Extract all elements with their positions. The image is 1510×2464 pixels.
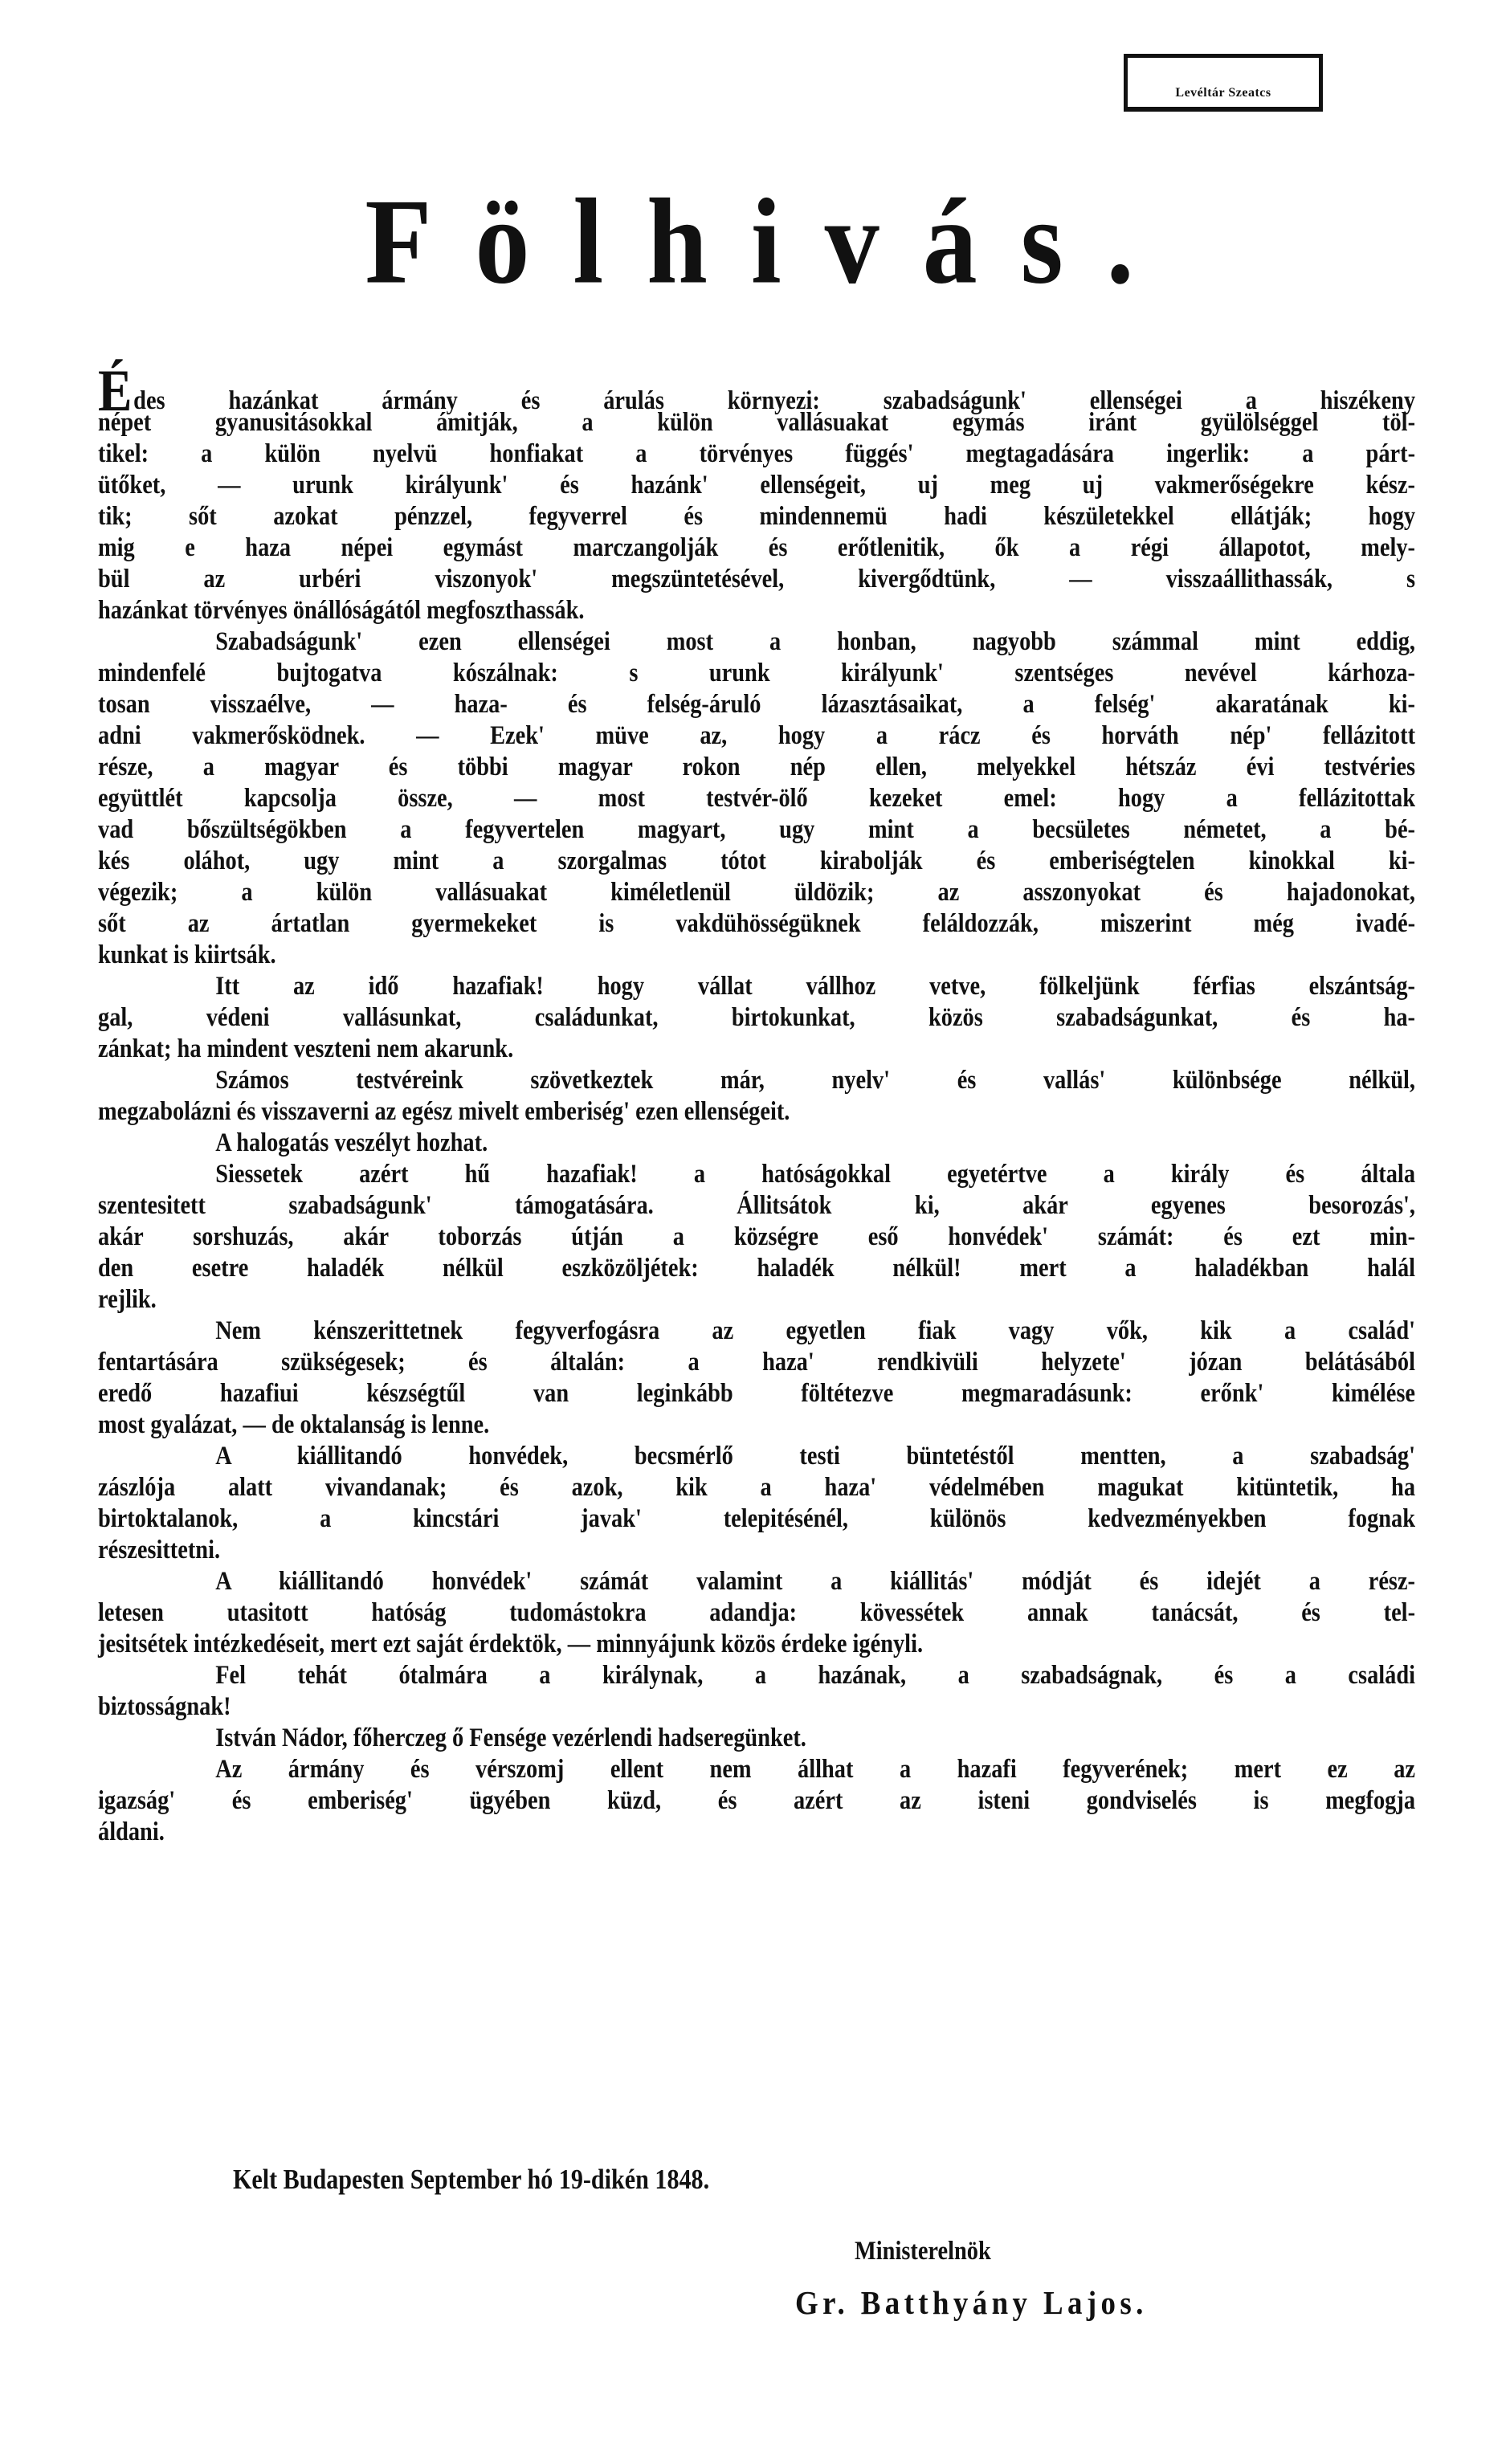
- text-line-content: részesittetni.: [98, 1536, 221, 1564]
- text-line: [98, 720, 1415, 752]
- paragraph: [98, 1159, 1415, 1316]
- text-line: [98, 940, 1415, 971]
- text-line-content: István Nádor, főherczeg ő Fensége vezérlendi hadseregünket.: [215, 1724, 806, 1752]
- text-line: [98, 1785, 1415, 1817]
- text-line: [98, 1284, 1415, 1316]
- paragraph: [98, 358, 1416, 626]
- text-line: [98, 407, 1415, 439]
- text-line: [98, 595, 1415, 626]
- text-line-content: birtoktalanok, a kincstári javak' telepitésénél, különös kedvezményekben fognak: [98, 1504, 1416, 1533]
- text-line-content: végezik; a külön vallásuakat kiméletlenül üldözik; az asszonyokat és hajadonokat,: [98, 878, 1416, 907]
- text-line: [98, 689, 1415, 720]
- text-line-content: fentartására szükségesek; és általán: a haza' rendkivüli helyzete' józan belátásából: [98, 1348, 1416, 1377]
- text-line-content: rejlik.: [98, 1285, 157, 1314]
- text-line-content: igazság' és emberiség' ügyében küzd, és azért az isteni gondviselés is megfogja: [98, 1786, 1416, 1815]
- text-line-content: zánkat; ha mindent veszteni nem akarunk.: [98, 1034, 514, 1063]
- text-line: [98, 1472, 1415, 1503]
- signatory-name: Gr. Batthyány Lajos.: [795, 2284, 1148, 2321]
- text-line-content: szentesitett szabadságunk' támogatására. Állitsátok ki, akár egyenes besorozás',: [98, 1191, 1416, 1220]
- text-line: [98, 908, 1415, 940]
- text-line-content: eredő hazafiui készségtűl van leginkább föltétezve megmaradásunk: erőnk' kimélése: [98, 1379, 1416, 1408]
- text-line: [98, 1723, 1415, 1754]
- text-line-content: Siessetek azért hű hazafiak! a hatóságokkal egyetértve a király és általa: [215, 1160, 1416, 1189]
- text-line: [98, 1441, 1415, 1472]
- paragraph: [98, 971, 1415, 1065]
- text-line-content: bül az urbéri viszonyok' megszüntetésével, kivergődtünk, — visszaállithassák, s: [98, 565, 1416, 594]
- text-line-content: megzabolázni és visszaverni az egész mivelt emberiség' ezen ellenségeit.: [98, 1097, 790, 1126]
- text-line-content: adni vakmerősködnek. — Ezek' müve az, hogy a rácz és horváth nép' fellázitott: [98, 721, 1416, 750]
- paragraph: [98, 1065, 1415, 1128]
- text-line: [98, 783, 1415, 814]
- paragraph: [98, 1754, 1415, 1848]
- text-line: [98, 658, 1415, 689]
- signatory-office: Ministerelnök: [855, 2237, 991, 2266]
- text-line: [98, 1629, 1415, 1660]
- text-line: [98, 1190, 1415, 1222]
- text-line: [98, 1222, 1415, 1253]
- text-line: [98, 532, 1415, 564]
- text-line: [98, 501, 1415, 532]
- paragraph: [98, 1128, 1415, 1159]
- text-line: [98, 1065, 1415, 1096]
- text-line: [98, 439, 1415, 470]
- text-line-content: része, a magyar és többi magyar rokon nép ellen, melyekkel hétszáz évi testvéries: [98, 753, 1416, 781]
- text-line-content: Számos testvéreink szövetkeztek már, nyelv' és vallás' különbsége nélkül,: [215, 1066, 1416, 1095]
- text-line: [98, 1409, 1415, 1441]
- text-line: [98, 1034, 1415, 1065]
- paragraph: [98, 1660, 1415, 1723]
- text-line: [98, 1691, 1415, 1723]
- document-body: [98, 358, 1416, 1848]
- drop-cap: É: [98, 358, 133, 424]
- text-line: [98, 1503, 1415, 1535]
- text-line: [98, 1817, 1415, 1848]
- text-line-content: mindenfelé bujtogatva kószálnak: s urunk királyunk' szentséges nevével kárhoza-: [98, 659, 1416, 687]
- text-line-content: A kiállitandó honvédek' számát valamint a kiállitás' módját és idejét a rész-: [215, 1567, 1416, 1596]
- text-line-content: Szabadságunk' ezen ellenségei most a honban, nagyobb számmal mint eddig,: [215, 627, 1416, 656]
- text-line: [98, 877, 1415, 908]
- text-line-content: A kiállitandó honvédek, becsmérlő testi büntetéstől mentten, a szabadság': [215, 1442, 1416, 1471]
- text-line-content: sőt az ártatlan gyermekeket is vakdühösségüknek feláldozzák, miszerint még ivadé-: [98, 909, 1416, 938]
- paragraph: [98, 1441, 1415, 1566]
- text-line-content: den esetre haladék nélkül eszközöljétek: haladék nélkül! mert a haladékban halál: [98, 1254, 1416, 1283]
- archive-stamp-text: Levéltár Szeatcs: [1175, 86, 1271, 100]
- text-line-content: most gyalázat, — de oktalanság is lenne.: [98, 1410, 490, 1439]
- text-line: [98, 1096, 1415, 1128]
- text-line-content: Az ármány és vérszomj ellent nem állhat a hazafi fegyverének; mert ez az: [215, 1755, 1416, 1784]
- text-line-content: tosan visszaélve, — haza- és felség-áruló lázasztásaikat, a felség' akaratának ki-: [98, 690, 1416, 719]
- text-line-content: kés oláhot, ugy mint a szorgalmas tótot kirabolják és emberiségtelen kinokkal ki-: [98, 846, 1416, 875]
- text-line: [98, 1754, 1415, 1785]
- text-line: [98, 814, 1415, 846]
- text-line: [98, 971, 1415, 1002]
- text-line: [98, 1159, 1415, 1190]
- text-line-content: együttlét kapcsolja össze, — most testvér-ölő kezeket emel: hogy a fellázitottak: [98, 784, 1416, 813]
- text-line: [98, 626, 1415, 658]
- text-line: [98, 1378, 1415, 1409]
- text-line: [98, 1128, 1415, 1159]
- text-line-content: akár sorshuzás, akár toborzás útján a községre eső honvédek' számát: és ezt min-: [98, 1222, 1416, 1251]
- text-line-content: des hazánkat ármány és árulás környezi: szabadságunk' ellenségei a hiszékeny: [133, 386, 1416, 415]
- text-line-content: jesitsétek intézkedéseit, mert ezt saját érdektök, — minnyájunk közös érdeke igényli.: [98, 1630, 924, 1658]
- text-line-content: hazánkat törvényes önállóságától megfoszthassák.: [98, 596, 585, 625]
- text-line-content: ütőket, — urunk királyunk' és hazánk' ellenségeit, uj meg uj vakmerőségekre kész-: [98, 471, 1416, 500]
- text-line-content: népet gyanusitásokkal ámitják, a külön vallásuakat egymás iránt gyülölséggel töl-: [98, 408, 1416, 437]
- text-line: [98, 1535, 1415, 1566]
- text-line: [98, 846, 1415, 877]
- paragraph: [98, 1723, 1415, 1754]
- text-line: [98, 1002, 1415, 1034]
- text-line-content: tikel: a külön nyelvü honfiakat a törvényes függés' megtagadására ingerlik: a párt-: [98, 439, 1416, 468]
- document-title: Fölhivás.: [365, 174, 1177, 310]
- date-line: Kelt Budapesten September hó 19-dikén 1848.: [233, 2164, 710, 2195]
- text-line-content: gal, védeni vallásunkat, családunkat, birtokunkat, közös szabadságunkat, és ha-: [98, 1003, 1416, 1032]
- text-line: [98, 1316, 1415, 1347]
- text-line-content: Nem kénszerittetnek fegyverfogásra az egyetlen fiak vagy vők, kik a család': [215, 1316, 1416, 1345]
- text-line-content: vad bőszültségökben a fegyvertelen magyart, ugy mint a becsületes németet, a bé-: [98, 815, 1416, 844]
- text-line: [98, 1597, 1415, 1629]
- text-line-content: biztosságnak!: [98, 1692, 231, 1721]
- text-line-content: Itt az idő hazafiak! hogy vállat vállhoz vetve, fölkeljünk férfias elszántság-: [215, 972, 1416, 1001]
- text-line: [98, 470, 1415, 501]
- text-line: [98, 1347, 1415, 1378]
- paragraph: [98, 626, 1415, 971]
- text-line-content: zászlója alatt vivandanak; és azok, kik a haza' védelmében magukat kitüntetik, ha: [98, 1473, 1416, 1502]
- paragraph: [98, 1316, 1415, 1441]
- paragraph: [98, 1566, 1415, 1660]
- text-line: [98, 1253, 1415, 1284]
- text-line-content: A halogatás veszélyt hozhat.: [215, 1128, 488, 1157]
- text-line-content: áldani.: [98, 1817, 165, 1846]
- archive-stamp: [1124, 54, 1323, 112]
- text-line-content: Fel tehát ótalmára a királynak, a hazának, a szabadságnak, és a családi: [215, 1661, 1416, 1690]
- text-line-content: tik; sőt azokat pénzzel, fegyverrel és mindennemü hadi készületekkel ellátják; hogy: [98, 502, 1416, 531]
- text-line: [98, 752, 1415, 783]
- text-line: [98, 1566, 1415, 1597]
- text-line-content: letesen utasitott hatóság tudomástokra adandja: kövessétek annak tanácsát, és tel-: [98, 1598, 1416, 1627]
- text-line-content: mig e haza népei egymást marczangolják és erőtlenitik, ők a régi állapotot, mely-: [98, 533, 1416, 562]
- text-line-content: kunkat is kiirtsák.: [98, 940, 276, 969]
- text-line: [98, 564, 1415, 595]
- text-line: [98, 1660, 1415, 1691]
